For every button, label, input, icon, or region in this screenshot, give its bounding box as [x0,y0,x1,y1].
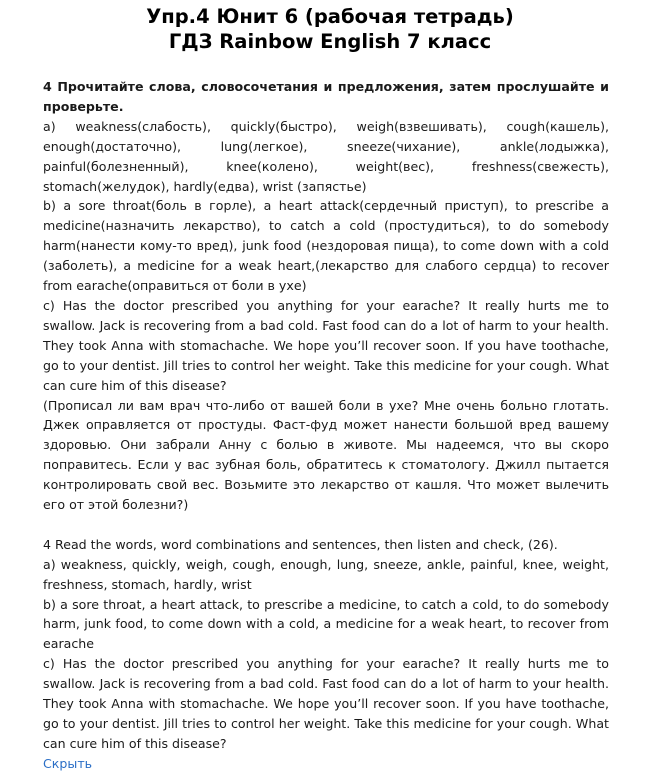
title-line-exercise: Упр.4 Юнит 6 (рабочая тетрадь) [146,5,514,28]
english-part-a: a) weakness, quickly, weigh, cough, enough, lung, sneeze, ankle, painful, knee, weight, freshness, stomach, hardly, wrist [43,556,609,592]
russian-part-c: c) Has the doctor prescribed you anything for your earache? It really hurts me to swallow. Jack is recovering from a bad cold. Fast food can do a lot of harm to your health. They took Anna with stomachache. We hope you’ll recover soon. If you have toothache, go to your dentist. Jill tries to control her weight. Take this medicine for your cough. What can cure him of this disease? [43,297,609,393]
english-part-c: c) Has the doctor prescribed you anything for your earache? It really hurts me to swallow. Jack is recovering from a bad cold. Fast food can do a lot of harm to your health. They took Anna with stomachache. We hope you’ll recover soon. If you have toothache, go to your dentist. Jill tries to control her weight. Take this medicine for your cough. What can cure him of this disease? [43,656,609,751]
russian-part-b: b) a sore throat(боль в горле), a heart attack(сердечный приступ), to prescribe a medicine(назначить лекарство), to catch a cold (простудиться), to do somebody harm(нанести кому-то вред), junk food (нездоровая пища), to come down with a cold (заболеть), a medicine for a weak heart,(лекарство для слабого сердца) to recover from earache(оправиться от боли в ухе) [43,198,609,294]
page-title [43,4,609,54]
exercise-content [43,77,609,774]
russian-translation: (Прописал ли вам врач что-либо от вашей боли в ухе? Мне очень больно глотать. Джек оправляется от простуды. Фаст-фуд может нанести большой вред вашему здоровью. Они забрали Анну с болью в животе. Мы надеемся, что вы скоро поправитесь. Если у вас зубная боль, обратитесь к стоматологу. Джилл пытается контролировать свой вес. Возьмите это лекарство от кашля. Что может вылечить его от этой болезни?) [43,397,609,513]
english-task-heading: 4 Read the words, word combinations and sentences, then listen and check, (26). [43,536,558,552]
title-line-book: ГДЗ Rainbow English 7 класс [168,30,492,53]
english-part-b: b) a sore throat, a heart attack, to prescribe a medicine, to catch a cold, to do somebody harm, junk food, to come down with a cold, a medicine for a weak heart, to recover from earache [43,596,609,652]
russian-task-heading: 4 Прочитайте слова, словосочетания и предложения, затем прослушайте и проверьте. [43,79,609,114]
russian-part-a: a) weakness(слабость), quickly(быстро), weigh(взвешивать), cough(кашель), enough(достаточно), lung(легкое), sneeze(чихание), ankle(лодыжка), painful(болезненный), knee(колено), weight(вес), freshness(свежесть), stomach(желудок), hardly(едва), wrist (запястье) [43,118,609,194]
hide-link[interactable]: Скрыть [43,755,93,771]
section-spacer [43,515,609,535]
